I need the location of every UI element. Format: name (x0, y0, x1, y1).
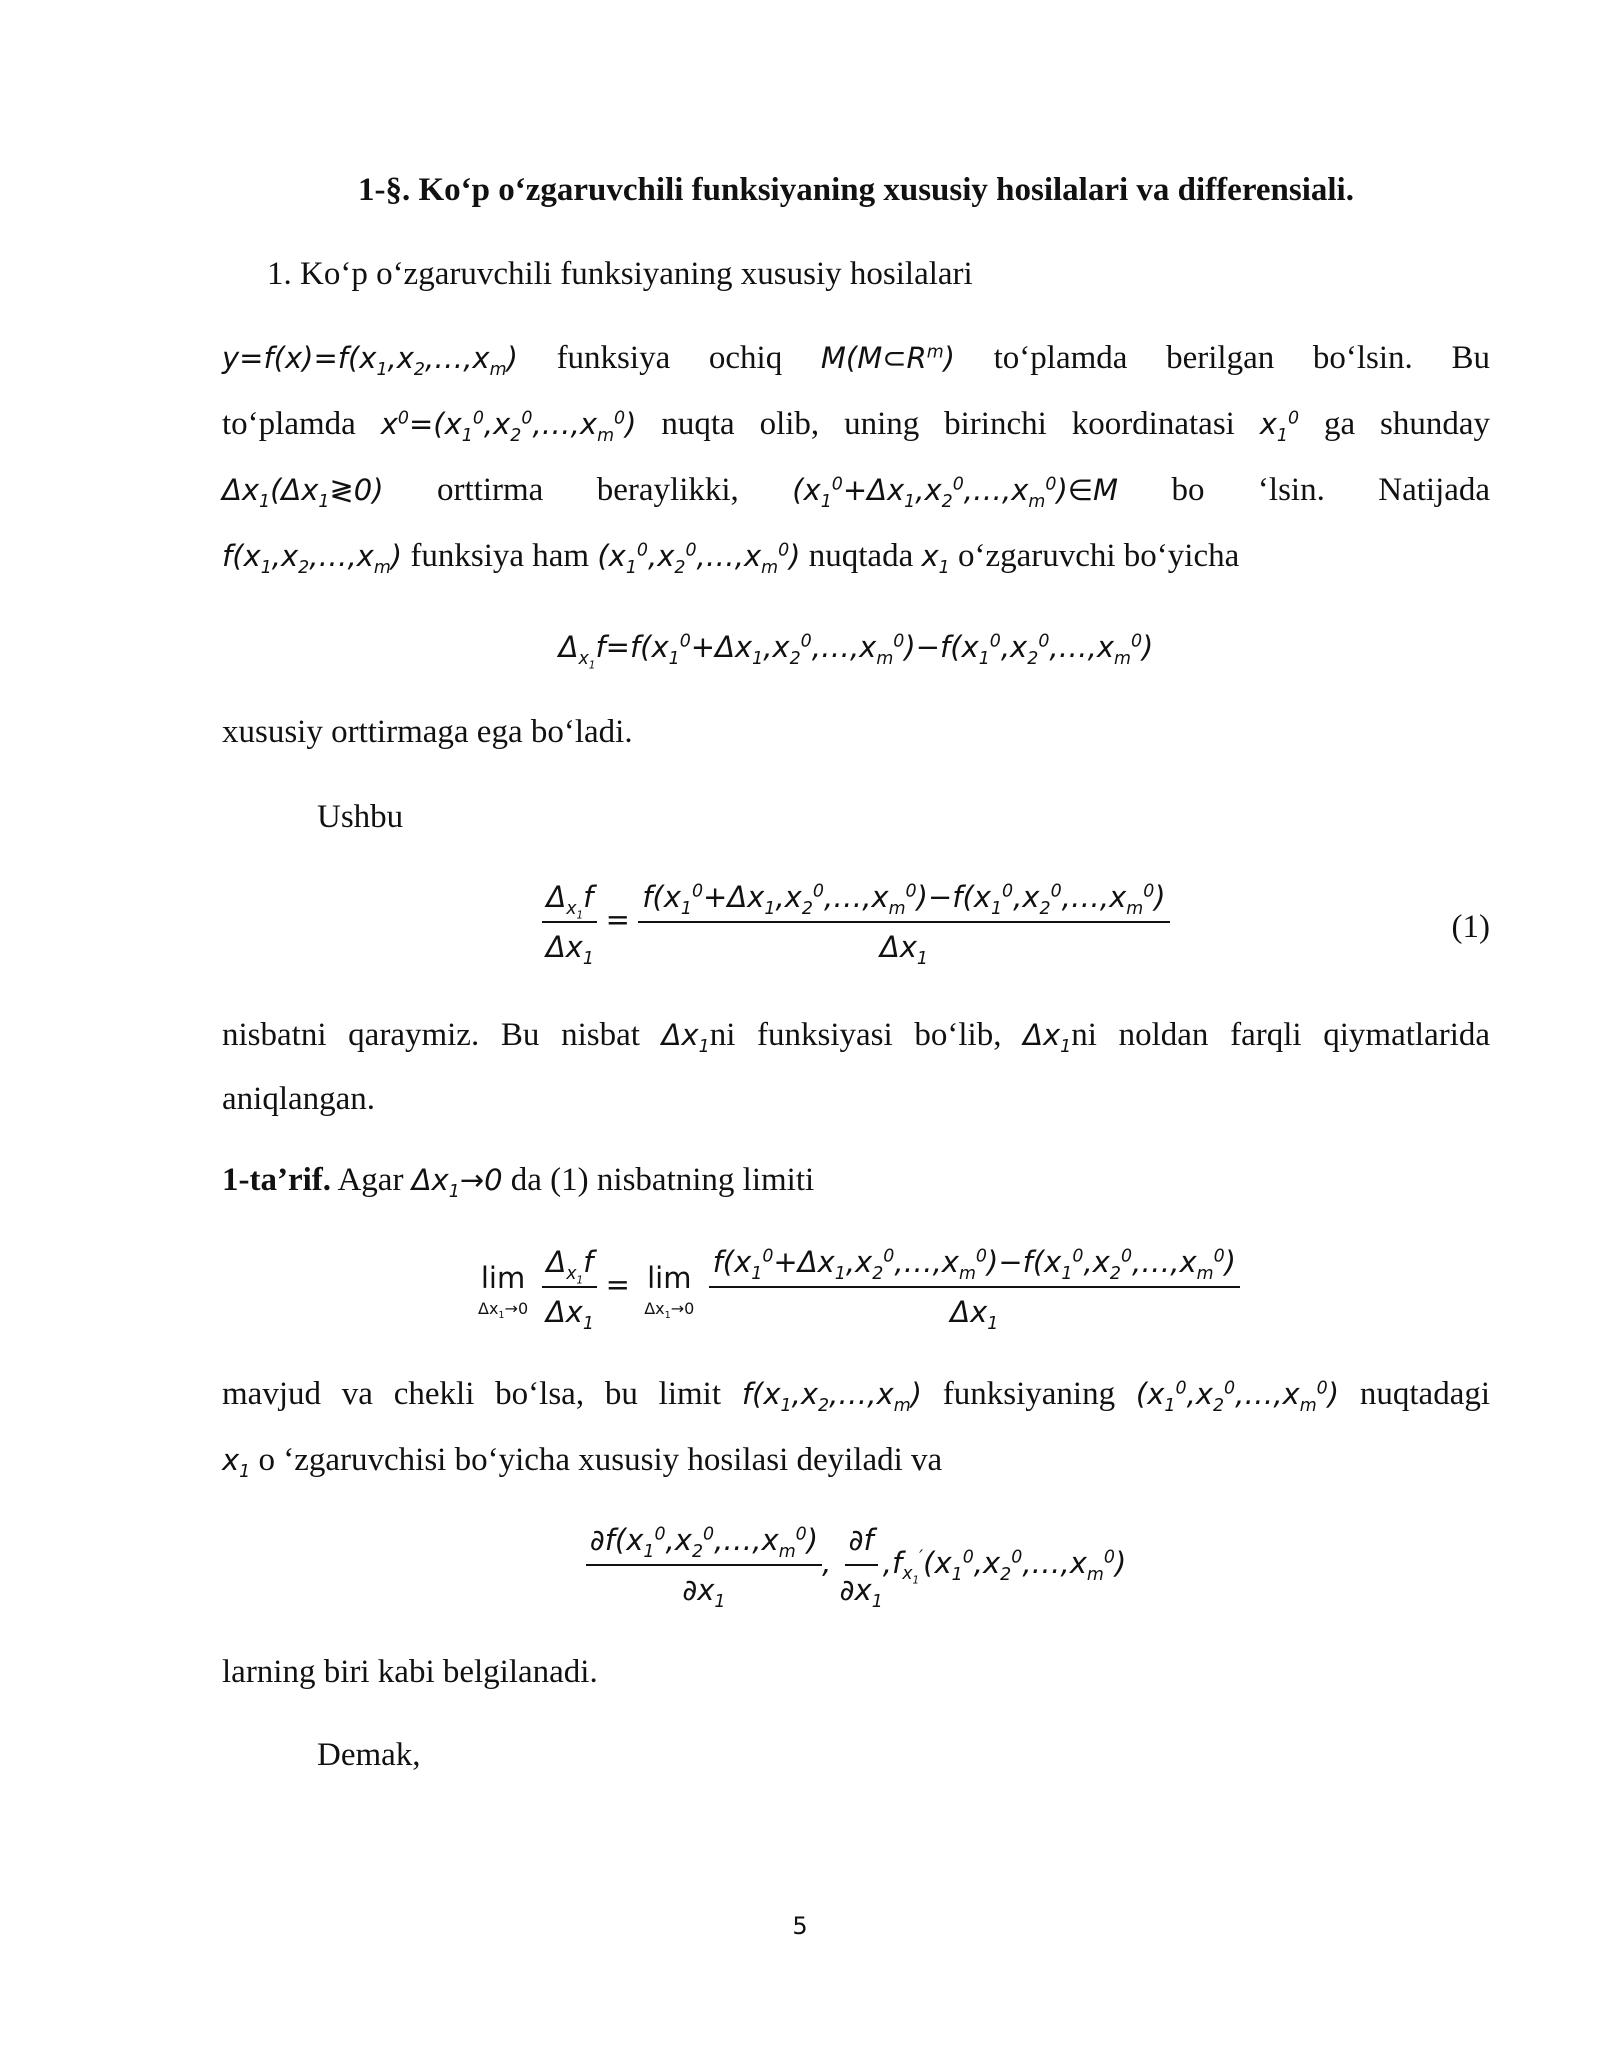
text-segment: bo ‘lsin. Natijada (1171, 472, 1491, 508)
formula-x1-0: $x_1^0$ (1259, 407, 1300, 446)
formula-point-x0: $(x_1^0,x_2^0,\dots,x_m^0)$ (1135, 1377, 1340, 1416)
equation-partial-increment: $\Delta_{x_1}f=f(x_1^0+\Delta x_1,x_2^0,\dots,x_m^0)-f(x_1^0,x_2^0,\dots,x_m^0)$ (558, 630, 1154, 672)
paragraph-line (222, 336, 1490, 380)
fraction: $\frac{\partial f(x_1^0,x_2^0,\dots,x_m^0)}{\partial x_1}$ (586, 1518, 822, 1612)
section-title: 1-§. Ko‘p o‘zgaruvchili funksiyaning xususiy hosilalari va differensiali. (358, 172, 1354, 208)
text-segment: nisbatni qaraymiz. Bu nisbat (222, 1017, 640, 1053)
paragraph-line (222, 1372, 1490, 1416)
text-segment: nuqtadagi (1359, 1376, 1491, 1412)
text-segment: funksiyaning (942, 1376, 1116, 1412)
text-segment: Agar (337, 1162, 404, 1198)
paragraph-line (222, 402, 1490, 446)
paragraph-line (222, 1438, 1490, 1482)
fraction: $\frac{f(x_1^0+\Delta x_1,x_2^0,\dots,x_m^0)-f(x_1^0,x_2^0,\dots,x_m^0)}{\Delta x_1}$ (709, 1240, 1240, 1334)
formula-f-of-x: $f(x_1,x_2,\dots,x_m)$ (741, 1377, 922, 1416)
limit-operator: lim $\Delta x_1\to 0$ (478, 1261, 529, 1322)
paragraph-line: larning biri kabi belgilanadi. (222, 1654, 598, 1690)
definition-line (222, 1158, 1490, 1202)
text-segment: orttirma beraylikki, (437, 472, 739, 508)
fraction: $\frac{\Delta_{x_1}f}{\Delta x_1}$ (542, 1240, 597, 1334)
fraction: $\frac{f(x_1^0+\Delta x_1,x_2^0,\dots,x_m^0)-f(x_1^0,x_2^0,\dots,x_m^0)}{\Delta x_1}$ (638, 875, 1169, 969)
formula-f-of-x: $f(x_1,x_2,\dots,x_m)$ (222, 539, 403, 578)
text-segment: ga shunday (1324, 406, 1491, 442)
definition-label: 1-ta’rif. (222, 1162, 332, 1198)
text-segment: mavjud va chekli bo‘lsa, bu limit (222, 1376, 722, 1412)
formula-x1: $x_1$ (921, 539, 950, 578)
equation-notations: $\frac{\partial f(x_1^0,x_2^0,\dots,x_m^0)}{\partial x_1}$ , $\frac{\partial f}{\partial x_1}$ $,f_{x_1}'(x_1^0,x_2^0,\dots,x_m^0)$ (222, 1518, 1490, 1628)
formula-delta-x1: $\Delta x_1(\Delta x_1≷0)$ (222, 473, 384, 512)
paragraph-line: Ushbu (317, 799, 404, 835)
text-segment: o‘zgaruvchi bo‘yicha (957, 538, 1240, 574)
subheading: 1. Ko‘p o‘zgaruvchili funksiyaning xususiy hosilalari (267, 256, 973, 292)
equation-limit: lim $\Delta x_1\to 0$ $\frac{\Delta_{x_1}f}{\Delta x_1}$ = lim $\Delta x_1\to 0$ $\frac{f(x_1^0+\Delta x_1,x_2^0,\dots,x_m^0)-f(x_1^0,x_2^0,\dots,x_m^0)}{\Delta x_1}$ (222, 1240, 1490, 1350)
fraction: $\frac{\partial f}{\partial x_1}$ (840, 1518, 883, 1612)
limit-operator: lim $\Delta x_1\to 0$ (644, 1261, 695, 1322)
text-segment: nuqtada (808, 538, 914, 574)
formula-point-x0: $(x_1^0,x_2^0,\dots,x_m^0)$ (597, 539, 801, 578)
paragraph-line: xususiy orttirmaga ega bo‘ladi. (222, 714, 633, 750)
text-segment: funksiya ochiq (556, 340, 783, 376)
paragraph-line (222, 534, 1490, 578)
text-segment: ni noldan farqli qiymatlarida (1071, 1017, 1491, 1053)
formula-point-x0: $x^0=(x_1^0,x_2^0,\dots,x_m^0)$ (380, 407, 637, 446)
formula-delta-x1-to-0: $\Delta x_1\to 0$ (411, 1163, 503, 1202)
text-segment: nuqta olib, uning birinchi koordinatasi (661, 406, 1235, 442)
text-segment: da (1) nisbatning limiti (510, 1162, 815, 1198)
equation-ratio-1: $\frac{\Delta_{x_1}f}{\Delta x_1}$ = $\frac{f(x_1^0+\Delta x_1,x_2^0,\dots,x_m^0)-f(x_1^0,x_2^0,\dots,x_m^0)}{\Delta x_1}$ (1) (222, 875, 1490, 985)
formula-set-m: $M(M\subset R^m)$ (820, 341, 955, 375)
text-segment: funksiya ham (410, 538, 590, 574)
paragraph-line: nisbatni qaraymiz. Bu nisbat $\Delta x_1ni$ funksiyasi bo‘lib, $\Delta x_1ni$ noldan farqli qiymatlarida (222, 1017, 1491, 1057)
fraction: $\frac{\Delta_{x_1}f}{\Delta x_1}$ (542, 875, 597, 969)
formula-y-equals-f: $y=f(x)=f(x_1,x_2,\dots,x_m)$ (222, 341, 518, 380)
paragraph-line: Demak, (317, 1737, 421, 1773)
text-segment: o ‘zgaruvchisi bo‘yicha xususiy hosilasi deyiladi va (258, 1442, 943, 1478)
text-segment: to‘plamda (222, 406, 356, 442)
page-number: 5 (792, 1912, 808, 1940)
text-segment: to‘plamda berilgan bo‘lsin. Bu (993, 340, 1490, 376)
paragraph-line: aniqlangan. (222, 1081, 376, 1117)
equation-number: (1) (1451, 909, 1490, 945)
formula-x1: $x_1$ (222, 1443, 251, 1482)
formula-point-in-m: $(x_1^0+\Delta x_1,x_2^0,\dots,x_m^0)\in M$ (792, 473, 1119, 512)
text-segment: ni funksiyasi bo‘lib, (709, 1017, 1002, 1053)
paragraph-line (222, 468, 1490, 512)
